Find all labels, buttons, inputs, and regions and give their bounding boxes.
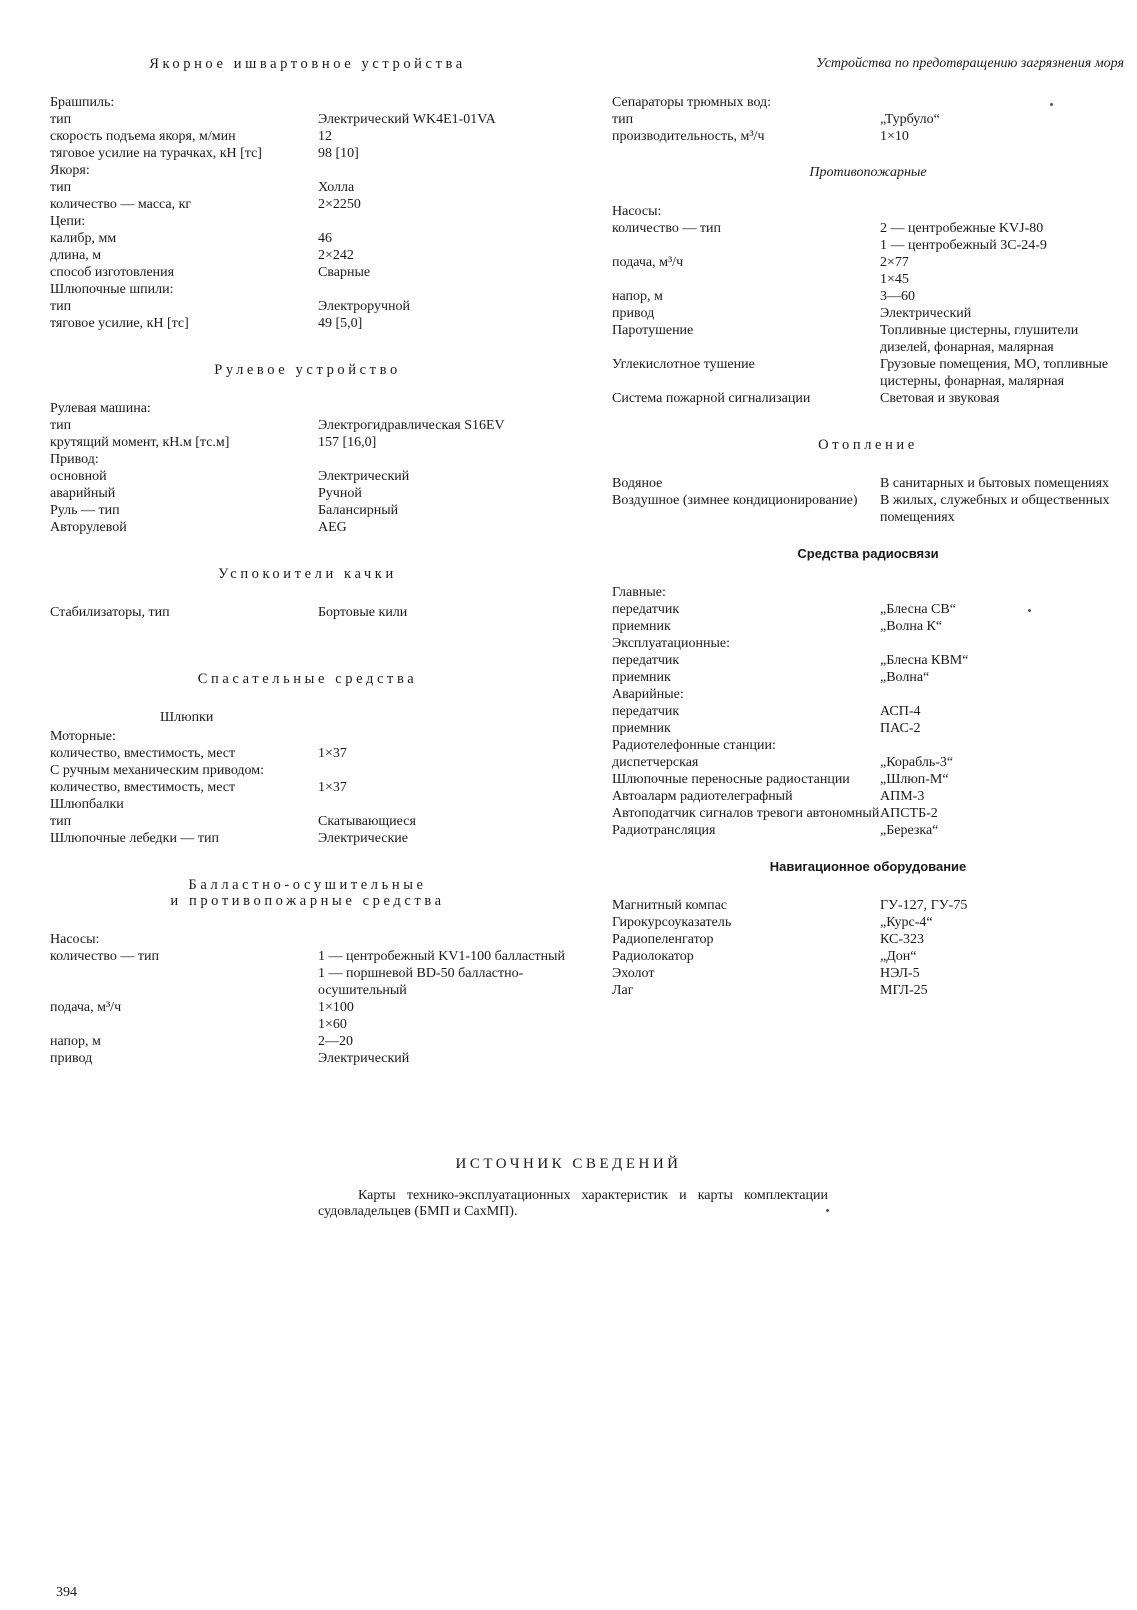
table-row [612, 771, 1124, 788]
row-label: Воздушное (зимнее кондиционирование) [612, 493, 858, 508]
row-label: Якоря: [50, 163, 90, 178]
row-value: „Турбуло“ [880, 112, 940, 127]
row-label: Радиолокатор [612, 949, 694, 964]
table-row [612, 492, 1124, 526]
row-value [880, 584, 1124, 601]
row-label: основной [50, 469, 107, 484]
table-row [612, 475, 1124, 492]
table-row [612, 669, 1124, 686]
row-value: 1×37 [318, 780, 347, 795]
row-value: 1 — поршневой BD-50 балластно-осушительный [318, 966, 524, 998]
row-value [318, 281, 565, 298]
table-row [50, 948, 565, 965]
table-row [50, 468, 565, 485]
table-row [612, 111, 1124, 128]
row-value: 2×2250 [318, 197, 361, 212]
row-label: Главные: [612, 585, 666, 600]
table-row [50, 604, 565, 621]
row-value: „Курс-4“ [880, 915, 933, 930]
row-label: Эксплуатационные: [612, 636, 731, 651]
row-value: Электрический [880, 306, 972, 321]
row-value: 3—60 [880, 289, 915, 304]
table-row [612, 652, 1124, 669]
row-value: 1 — центробежный 3С-24-9 [880, 238, 1047, 253]
row-label: передатчик [612, 653, 680, 668]
table-row [612, 822, 1124, 839]
row-value [880, 635, 1124, 652]
table-row [612, 220, 1124, 237]
row-label: количество, вместимость, мест [50, 780, 236, 795]
row-label: Аварийные: [612, 687, 684, 702]
row-value: Грузовые помещения, МО, топливные цистерны, фонарная, малярная [880, 357, 1109, 389]
table-row [612, 805, 1124, 822]
row-value: „Волна“ [880, 670, 930, 685]
table-row [612, 203, 1124, 220]
section-title-heating: Отопление [818, 437, 918, 453]
row-value: Сварные [318, 265, 371, 280]
table-row [50, 999, 565, 1016]
section-title-anchor: Якорное ишвартовное устройства [149, 56, 466, 72]
row-value [318, 451, 565, 468]
source-text: Карты технико-эксплуатационных характеристик и карты комплектации судовладельцев (БМП и СахМП). [318, 1188, 828, 1219]
row-value: „Шлюп-М“ [880, 772, 949, 787]
row-label: количество — тип [50, 949, 159, 964]
section-title-ballast-2: и противопожарные средства [170, 893, 445, 909]
table-row [50, 417, 565, 434]
row-label: тип [50, 112, 72, 127]
row-value: „Блесна КВМ“ [880, 653, 969, 668]
table-row [50, 230, 565, 247]
row-label: Стабилизаторы, тип [50, 605, 170, 620]
table-row [612, 288, 1124, 305]
row-label: приемник [612, 721, 671, 736]
table-row [612, 237, 1124, 254]
row-value [318, 762, 565, 779]
table-row [612, 601, 1124, 618]
table-row [50, 315, 565, 332]
row-label: Моторные: [50, 729, 116, 744]
table-row [612, 686, 1124, 703]
row-value [880, 94, 1124, 111]
table-row [50, 213, 565, 230]
row-label: Радиотелефонные станции: [612, 738, 776, 753]
row-value: 157 [16,0] [318, 435, 377, 450]
row-value: 46 [318, 231, 332, 246]
navigation-table [612, 897, 1124, 999]
table-row [50, 179, 565, 196]
row-value: Электрогидравлическая S16EV [318, 418, 505, 433]
pollution-table [612, 94, 1124, 145]
row-value: 1 — центробежный KV1-100 балластный [318, 949, 565, 964]
row-label: количество, вместимость, мест [50, 746, 236, 761]
roll-table [50, 604, 565, 621]
row-label: длина, м [50, 248, 102, 263]
row-value: Холла [318, 180, 355, 195]
row-label: Автоподатчик сигналов тревоги автономный [612, 806, 880, 821]
row-value: Электрический [318, 1051, 410, 1066]
table-row [50, 779, 565, 796]
row-value: „Дон“ [880, 949, 917, 964]
heating-table [612, 475, 1124, 526]
section-title-steering: Рулевое устройство [214, 362, 401, 378]
table-row [50, 94, 565, 111]
right-column [612, 56, 1124, 999]
table-row [612, 897, 1124, 914]
section-title-pollution: Устройства по предотвращению загрязнения моря [815, 56, 1124, 71]
row-label: Насосы: [612, 204, 662, 219]
row-label: Лаг [612, 983, 634, 998]
row-label: Шлюпбалки [50, 797, 124, 812]
row-label: передатчик [612, 704, 680, 719]
table-row [612, 618, 1124, 635]
row-value: 2 — центробежные KVJ-80 [880, 221, 1044, 236]
table-row [50, 1033, 565, 1050]
section-title-radio: Средства радиосвязи [797, 546, 939, 561]
table-row [50, 485, 565, 502]
table-row [50, 830, 565, 847]
table-row [50, 502, 565, 519]
row-label: Сепараторы трюмных вод: [612, 95, 772, 110]
source-title: ИСТОЧНИК СВЕДЕНИЙ [455, 1156, 682, 1172]
row-value: Световая и звуковая [880, 391, 1000, 406]
table-row [50, 796, 565, 813]
left-column [50, 56, 565, 1067]
table-row [50, 281, 565, 298]
row-label: тяговое усилие, кН [тс] [50, 316, 189, 331]
row-value [318, 796, 565, 813]
table-row [612, 703, 1124, 720]
row-value: НЭЛ-5 [880, 966, 920, 981]
table-row [612, 94, 1124, 111]
row-label: подача, м³/ч [612, 255, 684, 270]
table-row [612, 390, 1124, 407]
row-value [318, 213, 565, 230]
row-value: Электрический [318, 469, 410, 484]
row-label: тип [612, 112, 634, 127]
row-value: В санитарных и бытовых помещениях [880, 476, 1110, 491]
section-title-navigation: Навигационное оборудование [769, 859, 967, 874]
row-label: привод [50, 1051, 93, 1066]
section-title-fire: Противопожарные [809, 165, 927, 180]
table-row [612, 931, 1124, 948]
row-value: Электрические [318, 831, 408, 846]
subsection-title-boats: Шлюпки [160, 710, 214, 725]
table-row [50, 145, 565, 162]
row-value [880, 737, 1124, 754]
row-value [880, 203, 1124, 220]
section-title-roll: Успокоители качки [218, 566, 397, 582]
row-value: 1×10 [880, 129, 909, 144]
print-speck [826, 1209, 829, 1212]
fire-table [612, 203, 1124, 407]
table-row [612, 948, 1124, 965]
row-value: МГЛ-25 [880, 983, 928, 998]
table-row [50, 762, 565, 779]
table-row [612, 128, 1124, 145]
row-value: 12 [318, 129, 332, 144]
table-row [612, 720, 1124, 737]
row-value [318, 94, 565, 111]
row-value: ПАС-2 [880, 721, 921, 736]
row-value [880, 686, 1124, 703]
table-row [612, 635, 1124, 652]
table-row [50, 196, 565, 213]
row-value: 98 [10] [318, 146, 359, 161]
table-row [612, 584, 1124, 601]
radio-table [612, 584, 1124, 839]
row-label: Водяное [612, 476, 663, 491]
row-value: „Корабль-3“ [880, 755, 954, 770]
row-label [50, 965, 318, 999]
row-label: привод [612, 306, 655, 321]
row-value: 2—20 [318, 1034, 353, 1049]
row-label: Радиопеленгатор [612, 932, 714, 947]
row-value: 1×45 [880, 272, 909, 287]
row-label: диспетчерская [612, 755, 699, 770]
row-label: скорость подъема якоря, м/мин [50, 129, 236, 144]
table-row [50, 434, 565, 451]
table-row [612, 914, 1124, 931]
row-label: тип [50, 418, 72, 433]
table-row [50, 1050, 565, 1067]
row-value: 2×77 [880, 255, 909, 270]
anchor-table [50, 94, 565, 332]
row-value: 1×60 [318, 1017, 347, 1032]
row-label: крутящий момент, кН.м [тс.м] [50, 435, 230, 450]
row-label: тип [50, 180, 72, 195]
row-label [612, 271, 880, 288]
row-label: приемник [612, 670, 671, 685]
table-row [50, 1016, 565, 1033]
row-value: Электрический WK4E1-01VA [318, 112, 496, 127]
row-label: передатчик [612, 602, 680, 617]
row-label: Паротушение [612, 323, 694, 338]
table-row [50, 247, 565, 264]
table-row [50, 264, 565, 281]
table-row [612, 788, 1124, 805]
table-row [612, 322, 1124, 356]
row-value [318, 728, 565, 745]
row-value: 1×37 [318, 746, 347, 761]
row-value: Скатывающиеся [318, 814, 416, 829]
row-label: Шлюпочные шпили: [50, 282, 174, 297]
table-row [612, 356, 1124, 390]
ballast-table [50, 931, 565, 1067]
row-value [318, 400, 565, 417]
row-label: напор, м [612, 289, 663, 304]
row-label: Рулевая машина: [50, 401, 151, 416]
table-row [612, 965, 1124, 982]
table-row [612, 754, 1124, 771]
row-label: тяговое усилие на турачках, кН [тс] [50, 146, 262, 161]
row-label: количество — тип [612, 221, 721, 236]
row-label: производительность, м³/ч [612, 129, 765, 144]
row-label: Привод: [50, 452, 99, 467]
row-label: приемник [612, 619, 671, 634]
row-value [318, 162, 565, 179]
row-value: Бортовые кили [318, 605, 408, 620]
row-label [612, 237, 880, 254]
row-label: напор, м [50, 1034, 101, 1049]
lifesaving-table [50, 728, 565, 847]
row-label: Радиотрансляция [612, 823, 716, 838]
row-label: Шлюпочные лебедки — тип [50, 831, 220, 846]
section-title-ballast-1: Балластно-осушительные [188, 877, 427, 893]
steering-table [50, 400, 565, 536]
table-row [50, 745, 565, 762]
row-value: АПСТБ-2 [880, 806, 938, 821]
row-label: Насосы: [50, 932, 100, 947]
table-row [612, 305, 1124, 322]
row-value: ГУ-127, ГУ-75 [880, 898, 968, 913]
row-label: Гирокурсоуказатель [612, 915, 732, 930]
row-value: Топливные цистерны, глушители дизелей, фонарная, малярная [880, 323, 1079, 355]
table-row [50, 813, 565, 830]
row-label: тип [50, 299, 72, 314]
row-value: АСП-4 [880, 704, 921, 719]
row-label: Эхолот [612, 966, 655, 981]
row-label: Руль — тип [50, 503, 120, 518]
table-row [50, 965, 565, 999]
row-label: способ изготовления [50, 265, 175, 280]
row-label: Брашпиль: [50, 95, 115, 110]
row-value: Балансирный [318, 503, 399, 518]
row-label: калибр, мм [50, 231, 117, 246]
row-value: 1×100 [318, 1000, 354, 1015]
row-value: Ручной [318, 486, 362, 501]
section-title-lifesaving: Спасательные средства [197, 671, 418, 687]
row-value: АПМ-3 [880, 789, 925, 804]
table-row [50, 128, 565, 145]
row-value: AEG [318, 520, 347, 535]
row-value: В жилых, служебных и общественных помещениях [880, 493, 1110, 525]
row-value [318, 931, 565, 948]
row-label: Цепи: [50, 214, 86, 229]
row-label: аварийный [50, 486, 116, 501]
table-row [50, 111, 565, 128]
table-row [50, 931, 565, 948]
table-row [612, 982, 1124, 999]
row-label: Углекислотное тушение [612, 357, 755, 372]
row-label: Автоаларм радиотелеграфный [612, 789, 793, 804]
row-value: „Блесна СВ“ [880, 602, 956, 617]
table-row [50, 519, 565, 536]
row-value: Электроручной [318, 299, 411, 314]
print-speck [1028, 609, 1031, 612]
table-row [50, 728, 565, 745]
table-row [612, 254, 1124, 271]
row-value: „Волна К“ [880, 619, 943, 634]
table-row [612, 271, 1124, 288]
row-label: количество — масса, кг [50, 197, 192, 212]
page-number: 394 [56, 1585, 77, 1600]
row-value: „Березка“ [880, 823, 939, 838]
row-label: Магнитный компас [612, 898, 728, 913]
row-value: КС-323 [880, 932, 924, 947]
row-label: подача, м³/ч [50, 1000, 122, 1015]
row-label: Шлюпочные переносные радиостанции [612, 772, 850, 787]
row-label: тип [50, 814, 72, 829]
row-label [50, 1016, 318, 1033]
table-row [50, 298, 565, 315]
table-row [50, 451, 565, 468]
row-label: Система пожарной сигнализации [612, 391, 811, 406]
row-value: 49 [5,0] [318, 316, 363, 331]
row-value: 2×242 [318, 248, 354, 263]
print-speck [1050, 103, 1053, 106]
table-row [50, 400, 565, 417]
table-row [50, 162, 565, 179]
table-row [612, 737, 1124, 754]
row-label: С ручным механическим приводом: [50, 763, 265, 778]
row-label: Авторулевой [50, 520, 127, 535]
